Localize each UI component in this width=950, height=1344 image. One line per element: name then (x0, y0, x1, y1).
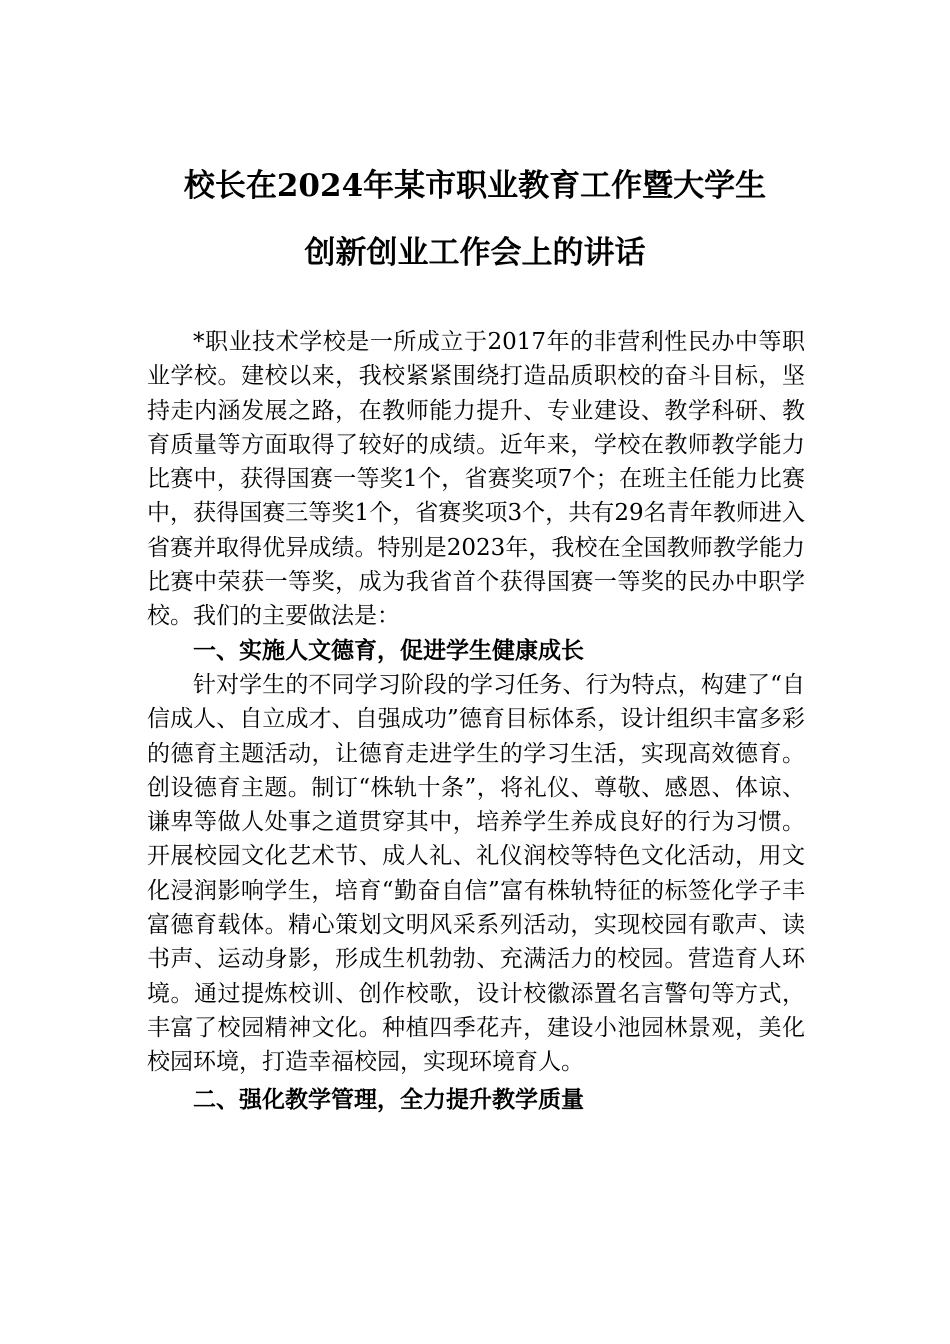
document-title-line-2: 创新创业工作会上的讲话 (304, 235, 646, 271)
document-title-line-1: 校长在2024年某市职业教育工作暨大学生 (183, 168, 767, 204)
document-body (147, 325, 805, 1117)
intro-paragraph: *职业技术学校是一所成立于2017年的非营利性民办中等职业学校。建校以来，我校紧紧围绕打造品质职校的奋斗目标，坚持走内涵发展之路，在教师能力提升、专业建设、教学科研、教育质量等方面取得了较好的成绩。近年来，学校在教师教学能力比赛中，获得国赛一等奖1个，省赛奖项7个；在班主任能力比赛中，获得国赛三等奖1个，省赛奖项3个，共有29名青年教师进入省赛并取得优异成绩。特别是2023年，我校在全国教师教学能力比赛中荣获一等奖，成为我省首个获得国赛一等奖的民办中职学校。我们的主要做法是： (147, 329, 805, 630)
section-1-heading: 一、实施人文德育，促进学生健康成长 (193, 637, 584, 664)
section-2-heading: 二、强化教学管理，全力提升教学质量 (193, 1086, 584, 1113)
section-1-paragraph: 针对学生的不同学习阶段的学习任务、行为特点，构建了“自信成人、自立成才、自强成功”德育目标体系，设计组织丰富多彩的德育主题活动，让德育走进学生的学习生活，实现高效德育。创设德育主题。制订“株轨十条”，将礼仪、尊敬、感恩、体谅、谦卑等做人处事之道贯穿其中，培养学生养成良好的行为习惯。开展校园文化艺术节、成人礼、礼仪润校等特色文化活动，用文化浸润影响学生，培育“勤奋自信”富有株轨特征的标签化学子丰富德育载体。精心策划文明风采系列活动，实现校园有歌声、读书声、运动身影，形成生机勃勃、充满活力的校园。营造育人环境。通过提炼校训、创作校歌，设计校徽添置名言警句等方式，丰富了校园精神文化。种植四季花卉，建设小池园林景观，美化校园环境，打造幸福校园，实现环境育人。 (147, 671, 805, 1076)
